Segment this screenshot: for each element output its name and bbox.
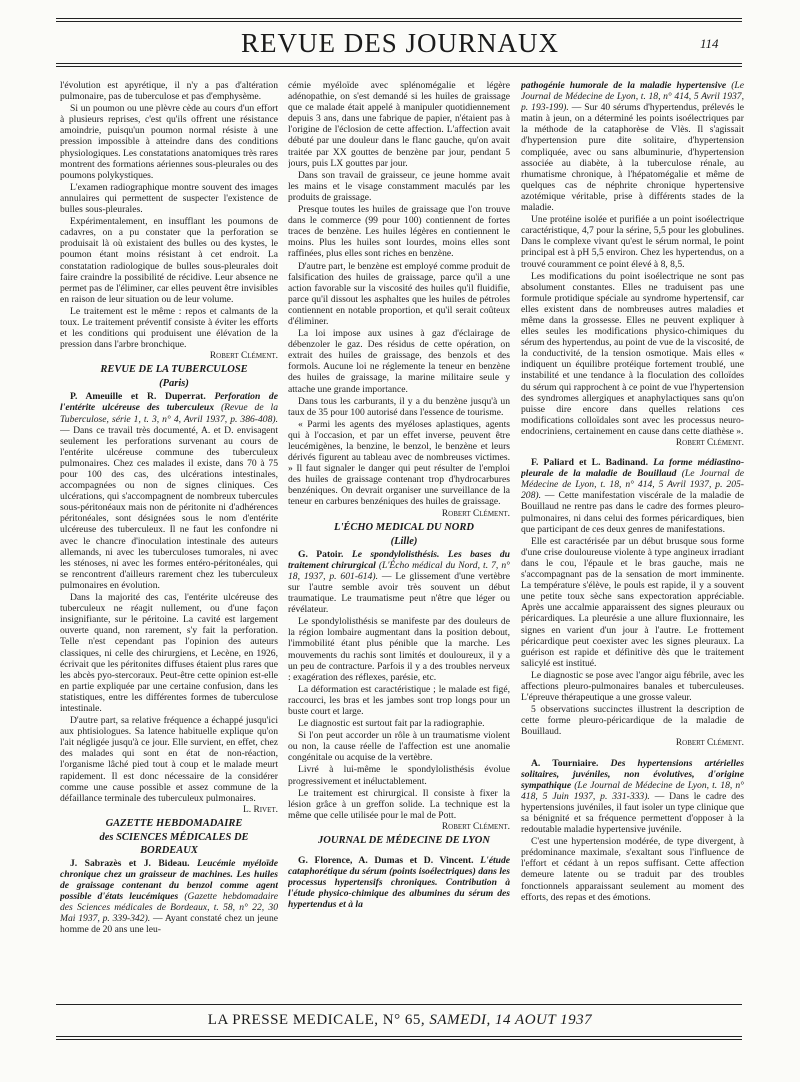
journal-place: des SCIENCES MÉDICALES DE BORDEAUX: [99, 831, 249, 856]
abstract-authors: G. Patoir.: [298, 548, 344, 560]
paragraph: « Parmi les agents des myéloses aplastiques, agents qui à l'occasion, et par un effet inverse, peuvent être leucémigènes, la benzine, le benzol, le benzène et leurs dérivés figurent au tableau avec de nombreuses victimes. » Il faut signaler le danger qui peut résulter de l'emploi des huiles de graissage contenant trop d'hydrocarbures benzéniques. On devrait organiser une surveillance de la teneur en carbures benzéniques des huiles de graissage.: [288, 418, 510, 508]
footer-journal: LA PRESSE MEDICALE, N° 65,: [207, 1012, 426, 1028]
paragraph: Livré à lui-même le spondylolisthésis évolue progressivement et inéluctablement.: [288, 764, 510, 787]
journal-heading: GAZETTE HEBDOMADAIRE: [105, 817, 243, 829]
abstract-reference: (L'Écho médical du Nord, t. 7, n° 18, 1937, p. 601-614).: [288, 559, 510, 582]
abstract-reference: (Le Journal de Médecine de Lyon, t. 18, n° 414, 5 Avril 1937, p. 205-208).: [521, 468, 744, 502]
abstract-title: Le spondylolisthésis. Les bases du traitement chirurgical: [288, 548, 510, 571]
abstract-entry: [60, 858, 278, 936]
paragraph: Expérimentalement, en insufflant les poumons de cadavres, on a pu constater que la perforation se produisait là où existaient des bulles ou des kystes, le poumon étant moins résistant à cet endroit. La constatation radiologique de bulles sous-pleurales doit faire craindre la possibilité de récidive. Leur absence ne permet pas de l'éliminer, car elles peuvent être invisibles en raison de leur situation ou de leur volume.: [60, 216, 278, 305]
paragraph: Elle est caractérisée par un début brusque sous forme d'une crise douloureuse violente à type angineux irradiant dans le cou, l'épaule et le bras gauche, mais ne s'accompagnant pas de la sensation de mort imminente. La température s'élève, le pouls est rapide, il y a souvent une petite toux sèche sans expectoration appréciable. Après une accalmie apparaissent des signes pleuraux ou péricardiques. La pleurésie a une allure fluxionnaire, les signes en varient d'un jour à l'autre. Le frottement péricardique peut coexister avec les signes pleuraux. La guérison est rapide et définitive dès que le traitement salicylé est institué.: [521, 535, 744, 669]
journal-place: (Paris): [159, 378, 189, 390]
abstract-title: pathogénie humorale de la maladie hypertensive: [521, 80, 727, 91]
paragraph: Dans la majorité des cas, l'entérite ulcéreuse des tuberculeux ne réagit nullement, ou d'une façon insignifiante, sur le péritoine. La cavité est largement ouverte quand, non rarement, s'y fait la perforation. Telle n'est cependant pas l'opinion des auteurs classiques, ni celle des chirurgiens, et Lecène, en 1926, écrivait que les péritonites diffuses étaient plus rares que les abcès pyo-stercoraux. Peut-être cette opinion est-elle en partie expliquée par une certaine confusion, dans les statistiques, entre les différentes formes de tuberculose intestinale.: [60, 592, 278, 714]
footer-date: SAMEDI, 14 AOUT 1937: [429, 1012, 593, 1028]
paragraph: Le spondylolisthésis se manifeste par des douleurs de la région lombaire augmentant dans la position debout, l'immobilité étant plus pénible que la marche. Les mouvements du rachis sont limités et douloureux, il y a un peu de contracture. Parfois il y a des troubles nerveux : exagération des réflexes, parésie, etc.: [288, 616, 510, 683]
paragraph: Le diagnostic se pose avec l'angor aigu fébrile, avec les affections pleuro-pulmonaires banales et tuberculeuses. L'épreuve thérapeutique a une grosse valeur.: [521, 669, 744, 704]
abstract-title: Des hypertensions artérielles solitaires, juvéniles, non évolutives, d'origine sympathique: [521, 757, 744, 791]
paragraph: Presque toutes les huiles de graissage que l'on trouve dans le commerce (99 pour 100) contiennent de fortes traces de benzène. Les huiles légères en contiennent le moins. Plus les huiles sont lourdes, moins elles sont raffinées, plus elles sont riches en benzène.: [288, 204, 510, 260]
paragraph: C'est une hypertension modérée, de type divergent, à prédominance maximale, s'exaltant sous l'influence de l'effort et cédant à un repos suffisant. Cette affection demeure latente ou se traduit par des troubles fonctionnels apparaissant seulement au moment des efforts, des repas et des émotions.: [521, 836, 744, 903]
author-signature: Robert Clément.: [675, 438, 744, 448]
abstract-text: — Dans ce travail très documenté, A. et D. envisagent seulement les perforations survenant au cours de l'entérite ulcéreuse commune des tuberculeux pulmonaires. Chez ces malades il existe, dans 70 à 75 pour 100 des cas, des ulcérations intestinales, accompagnées ou non de signes cliniques. Ces ulcérations, qui s'accompagnent de nombreux tubercules sous-péritonéaux mais non de péritonite ni d'adhérences péritonéales, sont désignées sous le nom d'entérite ulcéreuse des tuberculeux. Il ne faut les confondre ni avec le chancre d'inoculation intestinale des auteurs allemands, ni avec les tuberculoses tumorales, ni avec les sténoses, ni avec les formes entéro-péritonéales, qui se rencontrent d'ailleurs rarement chez les tuberculeux pulmonaires en évolution.: [60, 424, 278, 591]
abstract-text: — Cette manifestation viscérale de la maladie de Bouillaud ne rentre pas dans le cadre des formes pleuro-pulmonaires, ni dans celui des formes péricardiques, bien que participant de ces deux genres de manifestations.: [521, 490, 744, 535]
footer-rule-bottom: [56, 1036, 742, 1037]
abstract-entry: [288, 855, 510, 910]
abstract-entry: [521, 758, 744, 836]
journal-heading: L'ÉCHO MEDICAL DU NORD: [334, 521, 474, 533]
author-signature: Robert Clément.: [675, 738, 744, 749]
abstract-text: — Dans le cadre des hypertensions juvéniles, il faut isoler un type clinique que sa bénignité et sa fréquence permettent d'opposer à la redoutable maladie hypertensive juvénile.: [521, 790, 744, 836]
abstract-text: — Sur 40 sérums d'hypertendus, prélevés le matin à jeun, on a déterminé les points isoélectriques par la méthode de la cataphorèse de Vlès. Il s'agissait d'hypertension pure dite solitaire, d'hypertension compliquée, avec ou sans albuminurie, d'hypertension associée au diabète, à la tuberculose rénale, au rhumatisme chronique, à l'hépatomégalie et même de quelques cas de néphrite chronique hypertensive azotémique véritable, prise à différents stades de la maladie.: [521, 102, 744, 214]
footer-rule-top: [56, 1004, 742, 1005]
page-footer: [0, 1012, 800, 1029]
paragraph: Dans son travail de graisseur, ce jeune homme avait les mains et le visage constamment maculés par les produits de graissage.: [288, 169, 510, 203]
abstract-reference: (Le Journal de Médecine de Lyon, t. 18, n° 414, 5 Avril 1937, p. 193-199).: [521, 80, 744, 114]
abstract-entry: [288, 549, 510, 616]
author-signature: Robert Clément.: [441, 508, 510, 519]
paragraph: La déformation est caractéristique ; le malade est figé, raccourci, les bras et les jambes sont trop longs pour un buste court et large.: [288, 683, 510, 717]
paragraph: Si un poumon ou une plèvre cède au cours d'un effort à plusieurs reprises, c'est qu'ils offrent une résistance amoindrie, puisqu'un poumon normal résiste à une pression impossible à atteindre dans des conditions physiologiques. Les constatations anatomiques très rares montrent des formations aériennes sous-pleurales ou des poumons polykystiques.: [60, 103, 278, 181]
paragraph: cémie myéloïde avec splénomégalie et légère adénopathie, on s'est demandé si les huiles de graissage que ce malade était appelé à manipuler quotidiennement depuis 3 ans, dans une fabrique de papier, n'étaient pas à l'origine de l'éclosion de cette affection. L'affection avait débuté par une douleur dans le flanc gauche, qu'on avait traitée par XX gouttes de benzène par jour, pendant 5 jours, puis LX gouttes par jour.: [288, 80, 510, 169]
header-rule-top-inner: [56, 21, 742, 22]
paragraph: 5 observations succinctes illustrent la description de cette forme pleuro-péricardique de la maladie de Bouillaud.: [521, 704, 744, 738]
paragraph: Le traitement est chirurgical. Il consiste à fixer la lésion grâce à un greffon solide. La technique est la même que celle utilisée pour le mal de Pott.: [288, 787, 510, 821]
abstract-entry: [521, 457, 744, 535]
abstract-authors: F. Paliard et L. Badinand.: [531, 457, 649, 469]
abstract-entry: [60, 391, 278, 591]
abstract-text: — Ayant constaté chez un jeune homme de 20 ans une leu-: [60, 913, 278, 936]
header-rule-bottom: [56, 63, 742, 64]
abstract-authors: P. Ameuille et R. Duperrat.: [70, 391, 206, 403]
paragraph: La loi impose aux usines à gaz d'éclairage de débenzoler le gaz. Des résidus de cette opération, on extrait des huiles de graissage, des benzols et des formols. Aucune loi ne réglemente la teneur en benzène des huiles de graissage, la marine militaire seule y attache une grande importance.: [288, 328, 510, 395]
page-header-title: REVUE DES JOURNAUX: [240, 28, 559, 58]
author-signature: Robert Clément.: [209, 351, 278, 362]
paragraph: Une protéine isolée et purifiée a un point isoélectrique caractéristique, 4,7 pour la sérine, 5,5 pour les globulines. Dans le complexe vivant qu'est le sérum normal, le point principal est à pH 5,5 environ. Chez les hypertendus, on a trouvé couramment ce point élevé à 8, 8,5.: [521, 214, 744, 270]
paragraph: Le traitement est le même : repos et calmants de la toux. Le traitement préventif consiste à éviter les efforts et les conditions qui produisent une élévation de la pression dans l'arbre bronchique.: [60, 305, 278, 351]
abstract-reference: (Le Journal de Médecine de Lyon, t. 18, n° 418, 5 Juin 1937, p. 331-333).: [521, 779, 744, 802]
abstract-text: — Le glissement d'une vertèbre sur l'autre semble avoir très souvent un début traumatique. Le traumatisme peut n'être que léger ou révélateur.: [288, 570, 510, 616]
paragraph: L'examen radiographique montre souvent des images annulaires qui permettent de suspecter l'existence de bulles sous-pleurales.: [60, 181, 278, 216]
paragraph: Les modifications du point isoélectrique ne sont pas absolument constantes. Elles ne traduisent pas une formule protidique spéciale au syndrome hypertensif, car elles existent dans de nombreuses autres maladies et même dans la grossesse. Elles ne peuvent expliquer à elles seules les modifications physico-chimiques du sérum des hypertendus, au point de vue de la viscosité, de la conductivité, de la tension osmotique. Mais elles « indiquent un équilibre protéique fortement troublé, une instabilité et une tendance à la floculation des colloïdes du sérum qui rapprochent à ce point de vue l'hypertension des syndromes allergiques et anaphylactiques sans qu'on puisse dire encore dans quelles relations ces modifications colloïdales sont avec les processus neuro-endocriniens, certainement en cause dans cette diathèse ».: [521, 270, 744, 437]
abstract-authors: A. Tourniaire.: [531, 757, 599, 769]
column-3: [521, 80, 744, 1000]
footer-rule-bottom-inner: [56, 1039, 742, 1040]
journal-heading: JOURNAL DE MÉDECINE DE LYON: [318, 835, 490, 846]
abstract-continuation: [521, 80, 744, 213]
column-2: [288, 80, 510, 1000]
paragraph: D'autre part, le benzène est employé comme produit de falsification des huiles de graissage, parce qu'il a une action favorable sur la viscosité des huiles qu'il fluidifie, parce qu'il dissout les asphaltes que les huiles de pétroles contiennent en notable proportion, et qu'il serait coûteux d'éliminer.: [288, 260, 510, 327]
abstract-title: L'étude cataphorétique du sérum (points isoélectriques) dans les processus hypertensifs chroniques. Contribution à l'étude physico-chimique des albumines du sérum des hypertendus et à la: [288, 855, 510, 911]
abstract-authors: G. Florence, A. Dumas et D. Vincent.: [298, 855, 474, 866]
abstract-reference: (Revue de la Tuberculose, série 1, t. 3, n° 4, Avril 1937, p. 386-408).: [60, 402, 278, 425]
paragraph: D'autre part, sa relative fréquence a échappé jusqu'ici aux phtisiologues. Sa latence habituelle explique qu'on l'ait négligée jusqu'à ce jour. Elle survient, en effet, chez des malades qui sont en état de non-réaction, l'organisme lâché pied tout à coup et le malade meurt rapidement. Il est donc nécessaire de la considérer comme une cause possible et assez commune de la défaillance terminale des tuberculeux pulmonaires.: [60, 715, 278, 804]
paragraph: Dans tous les carburants, il y a du benzène jusqu'à un taux de 35 pour 100 autorisé dans l'essence de tourisme.: [288, 395, 510, 418]
abstract-reference: (Gazette hebdomadaire des Sciences médicales de Bordeaux, t. 58, n° 22, 30 Mai 1937, p. 339-342).: [60, 891, 278, 925]
author-signature: L. Rivet.: [243, 804, 278, 815]
header-rule-bottom-inner: [56, 66, 742, 67]
abstract-title: Leucémie myéloïde chronique chez un graisseur de machines. Les huiles de graissage contenant du benzol comme agent possible d'états leucémiques: [60, 857, 278, 903]
journal-place: (Lille): [390, 535, 418, 547]
paragraph: l'évolution est apyrétique, il n'y a pas d'altération pulmonaire, pas de tuberculose et pas d'emphysème.: [60, 80, 278, 103]
author-signature: Robert Clément.: [441, 821, 510, 832]
abstract-authors: J. Sabrazès et J. Bideau.: [70, 857, 190, 869]
paragraph: Si l'on peut accorder un rôle à un traumatisme violent ou non, la cause réelle de l'affection est une anomalie congénitale ou acquise de la vertèbre.: [288, 730, 510, 764]
abstract-title: La forme médiastino-pleurale de la maladie de Bouillaud: [521, 457, 744, 480]
journal-heading: REVUE DE LA TUBERCULOSE: [100, 364, 248, 376]
header-rule-top: [56, 18, 742, 19]
page-number: 114: [700, 36, 719, 51]
paragraph: Le diagnostic est surtout fait par la radiographie.: [298, 718, 485, 730]
column-1: [60, 80, 278, 1000]
abstract-title: Perforation de l'entérite ulcéreuse des tuberculeux: [60, 391, 278, 414]
